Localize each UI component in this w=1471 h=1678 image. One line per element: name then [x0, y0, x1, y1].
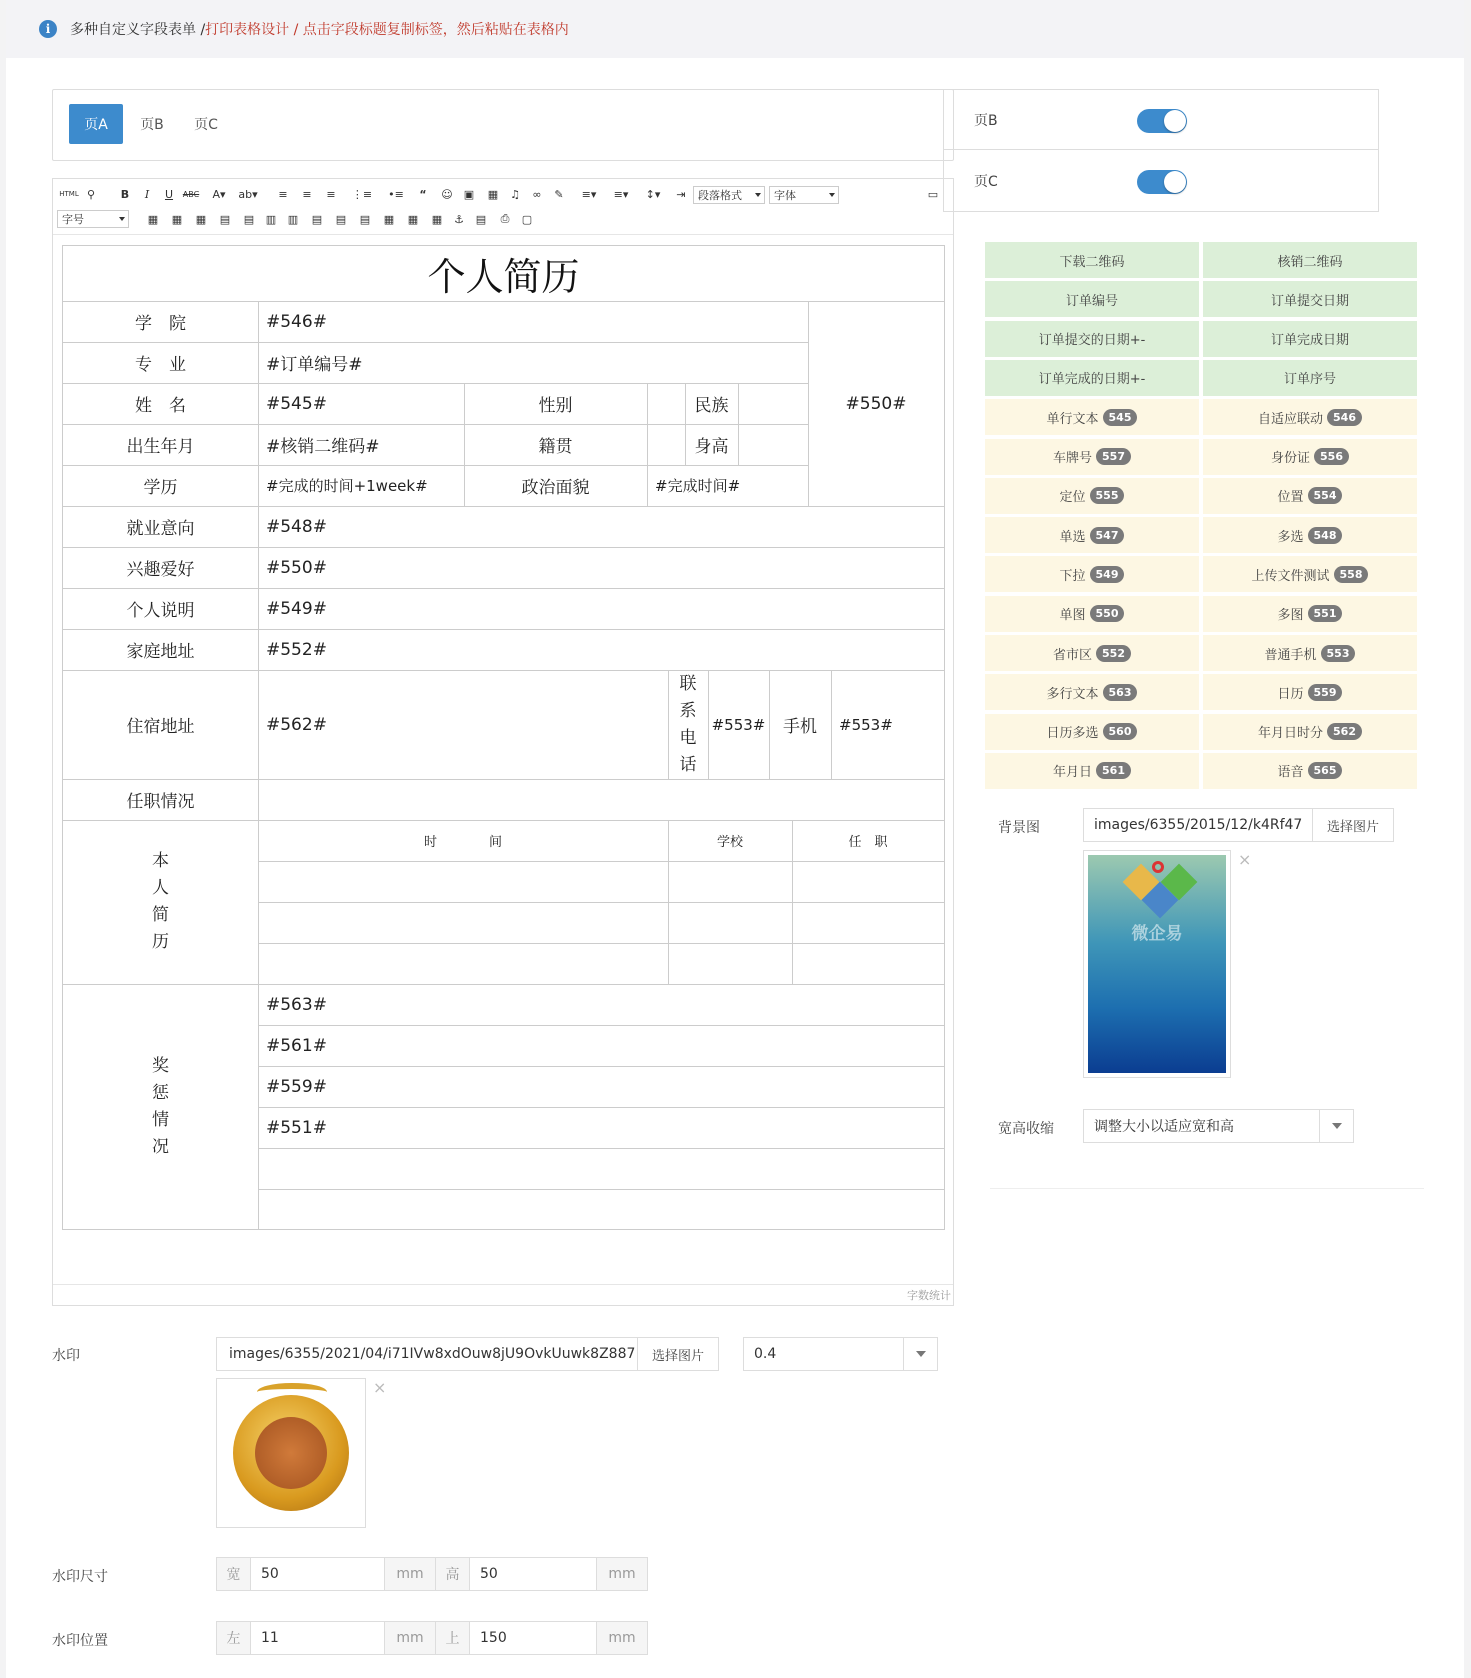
scale-value: 调整大小以适应宽和高 — [1094, 1119, 1234, 1135]
field-id-badge: 548 — [1308, 527, 1343, 544]
field-id-badge: 552 — [1096, 645, 1131, 662]
field-tag-button[interactable] — [1203, 517, 1417, 553]
mm-addon: mm — [384, 1557, 436, 1591]
split-rows-icon[interactable]: ▦ — [407, 212, 419, 226]
nation-label: 民族 — [694, 396, 729, 416]
field-tag-label: 核销二维码 — [1277, 254, 1343, 270]
field-id-badge: 554 — [1308, 487, 1343, 504]
watermark-thumbnail — [216, 1378, 366, 1528]
field-tag-label: 位置 — [1277, 490, 1304, 506]
photo-value: #550# — [845, 393, 907, 414]
field-tag-button[interactable] — [985, 242, 1199, 278]
split-cols-icon[interactable]: ▦ — [431, 212, 443, 226]
field-tag-button[interactable] — [1203, 281, 1417, 317]
field-tag-label: 单图 — [1059, 608, 1086, 624]
politics-value: #完成时间# — [655, 477, 741, 495]
field-tag-label: 多图 — [1277, 608, 1304, 624]
ox-head-icon — [255, 1417, 327, 1489]
merge-right-icon[interactable]: ▤ — [335, 212, 347, 226]
tab-page-c[interactable]: 页C — [194, 117, 218, 133]
field-tag-button[interactable] — [1203, 399, 1417, 435]
resume-col-school: 学校 — [716, 835, 743, 850]
word-count: 字数统计 — [907, 1289, 951, 1302]
major-label: 专 业 — [135, 355, 186, 375]
field-id-badge: 545 — [1103, 409, 1138, 426]
field-tag-label: 订单完成的日期+- — [1038, 372, 1146, 388]
font-size-select[interactable] — [57, 210, 129, 228]
editor-footer-line — [53, 1284, 953, 1285]
mm-addon: mm — [384, 1621, 436, 1655]
video-icon[interactable]: ▦ — [487, 187, 499, 201]
hobby-label: 兴趣爱好 — [126, 560, 195, 580]
native-label: 籍贯 — [538, 437, 573, 457]
indent-icon[interactable]: ⇥ — [676, 187, 686, 201]
lodging-label: 住宿地址 — [126, 717, 195, 737]
align-right-icon[interactable]: ≡ — [326, 187, 336, 201]
background-label: 背景图 — [998, 820, 1040, 836]
background-path-input[interactable]: images/6355/2015/12/k4Rf47 — [1083, 808, 1313, 842]
fullscreen-icon[interactable]: ▭ — [927, 187, 939, 201]
delete-col-icon[interactable]: ▥ — [287, 212, 299, 226]
contact-char: 话 — [679, 754, 697, 775]
field-tag-button[interactable] — [985, 674, 1199, 710]
field-tag-button[interactable] — [985, 439, 1199, 475]
tab-page-a[interactable]: 页A — [69, 104, 123, 144]
eraser-icon[interactable]: ✎ — [554, 187, 564, 201]
print-icon[interactable]: ⎙ — [500, 212, 510, 225]
resume-table[interactable] — [62, 245, 945, 1230]
college-value: #546# — [266, 311, 327, 332]
field-tag-button[interactable] — [1203, 635, 1417, 671]
gender-label: 性别 — [538, 396, 573, 416]
intro-value: #549# — [266, 598, 327, 619]
font-family-label: 字体 — [774, 189, 796, 202]
field-id-badge: 565 — [1308, 762, 1343, 779]
field-id-badge: 553 — [1321, 645, 1356, 662]
switch-label: 页B — [974, 112, 998, 129]
strikethrough-icon[interactable]: ABC — [182, 189, 200, 199]
field-tag-label: 日历 — [1277, 686, 1304, 702]
field-tag-label: 下载二维码 — [1059, 254, 1125, 270]
field-tag-label: 订单序号 — [1283, 372, 1336, 388]
field-tag-label: 上传文件测试 — [1251, 568, 1330, 584]
info-icon: i — [39, 20, 57, 38]
merge-cells-icon[interactable]: ▤ — [311, 212, 323, 226]
field-id-badge: 557 — [1096, 448, 1131, 465]
field-tag-button[interactable] — [1203, 714, 1417, 750]
page-switches — [943, 89, 1379, 212]
watermark-image — [233, 1395, 349, 1511]
field-tag-button[interactable] — [985, 321, 1199, 357]
field-tag-label: 语音 — [1277, 765, 1304, 781]
field-id-badge: 563 — [1103, 684, 1138, 701]
field-tag-button[interactable] — [985, 478, 1199, 514]
italic-icon[interactable]: I — [144, 187, 150, 201]
award-value: #561# — [266, 1035, 327, 1056]
mobile-value: #553# — [839, 715, 893, 734]
field-tag-label: 普通手机 — [1264, 647, 1317, 663]
image-icon[interactable]: ▣ — [463, 187, 475, 201]
insert-col-icon[interactable]: ▥ — [265, 212, 277, 226]
field-tag-button[interactable] — [1203, 439, 1417, 475]
page — [6, 0, 1464, 1678]
field-id-badge: 550 — [1090, 605, 1125, 622]
top-addon: 上 — [435, 1621, 470, 1655]
blockquote-icon[interactable]: “ — [419, 187, 427, 201]
lodging-value: #562# — [266, 714, 327, 735]
switch-label: 页C — [974, 174, 998, 190]
scale-select[interactable] — [1083, 1109, 1354, 1143]
awards-char: 况 — [152, 1136, 169, 1157]
field-tag-button[interactable] — [1203, 360, 1417, 396]
delete-row-icon[interactable]: ▤ — [243, 212, 255, 226]
ox-horns-icon — [257, 1383, 327, 1401]
field-tag-label: 身份证 — [1271, 451, 1311, 466]
edu-label: 学历 — [143, 478, 178, 498]
row-spacing-icon[interactable]: ↕▾ — [645, 187, 661, 201]
field-id-badge: 561 — [1096, 762, 1131, 779]
mobile-label: 手机 — [783, 717, 817, 737]
field-tag-button[interactable] — [1203, 242, 1417, 278]
home-label: 家庭地址 — [126, 642, 195, 662]
resume-col-role: 任 职 — [848, 835, 888, 850]
merge-down-icon[interactable]: ▤ — [359, 212, 371, 226]
notice-highlight: 打印表格设计 / 点击字段标题复制标签，然后粘贴在表格内 — [205, 22, 569, 38]
background-remove-icon[interactable]: × — [1238, 850, 1252, 869]
preview-icon[interactable]: ⚲ — [86, 187, 96, 201]
edu-value: #完成的时间+1week# — [266, 477, 428, 495]
wm-left-input[interactable]: 11 — [250, 1621, 385, 1655]
field-id-badge: 558 — [1334, 566, 1369, 583]
rich-text-editor — [52, 178, 954, 1306]
notice-bar — [6, 0, 1464, 58]
background-choose-button[interactable]: 选择图片 — [1312, 808, 1394, 842]
field-tag-label: 单选 — [1059, 529, 1086, 545]
line-height-icon[interactable]: ≡▾ — [581, 187, 597, 201]
field-tag-button[interactable] — [985, 556, 1199, 592]
intro-label: 个人说明 — [126, 601, 195, 621]
scale-label: 宽高收缩 — [998, 1121, 1054, 1137]
awards-char: 情 — [152, 1109, 169, 1130]
watermark-path-input[interactable]: images/6355/2021/04/i71IVw8xdOuw8jU9OvkUuwk8Z887 — [216, 1337, 638, 1371]
music-icon[interactable]: ♫ — [510, 187, 520, 201]
field-tag-label: 省市区 — [1053, 647, 1093, 663]
field-tag-label: 多行文本 — [1046, 686, 1099, 702]
field-tag-button[interactable] — [985, 714, 1199, 750]
resume-char: 人 — [152, 878, 169, 898]
paragraph-spacing-icon[interactable]: ≡▾ — [613, 187, 629, 201]
field-id-badge: 556 — [1314, 448, 1349, 465]
bold-icon[interactable]: B — [120, 187, 130, 201]
contact-char: 电 — [679, 727, 697, 748]
resume-col-time: 时 间 — [423, 835, 502, 850]
wm-size-label: 水印尺寸 — [52, 1569, 108, 1585]
anchor-icon[interactable]: ⚓ — [454, 212, 464, 226]
logo-ring-icon — [1152, 861, 1164, 873]
paragraph-format-select[interactable] — [693, 186, 765, 204]
template-icon[interactable]: ▢ — [521, 212, 533, 226]
insert-row-icon[interactable]: ▤ — [219, 212, 231, 226]
contact-char: 联 — [679, 673, 697, 694]
mm-addon: mm — [596, 1557, 648, 1591]
mm-addon: mm — [596, 1621, 648, 1655]
field-id-badge: 562 — [1327, 723, 1362, 740]
table-props-icon[interactable]: ▦ — [171, 212, 183, 226]
birth-label: 出生年月 — [126, 437, 195, 457]
editor-toolbar — [53, 179, 953, 235]
award-value: #563# — [266, 994, 327, 1015]
opacity-select[interactable] — [743, 1337, 938, 1371]
switch-row-page-b — [944, 90, 1378, 150]
align-center-icon[interactable]: ≡ — [302, 187, 312, 201]
field-tag-label: 多选 — [1277, 529, 1304, 545]
contact-value: #553# — [711, 715, 766, 734]
left-addon: 左 — [216, 1621, 251, 1655]
wm-height-input[interactable]: 50 — [469, 1557, 597, 1591]
divider — [990, 1188, 1424, 1189]
awards-label — [63, 984, 258, 1229]
background-thumbnail — [1083, 850, 1231, 1078]
font-size-label: 字号 — [62, 213, 84, 226]
field-tag-button[interactable] — [1203, 478, 1417, 514]
unordered-list-icon[interactable]: •≡ — [388, 187, 404, 201]
field-id-badge: 555 — [1090, 487, 1125, 504]
birth-value: #核销二维码# — [266, 437, 380, 457]
font-color-icon[interactable]: A▾ — [212, 187, 226, 201]
wm-top-input[interactable]: 150 — [469, 1621, 597, 1655]
award-value: #551# — [266, 1117, 327, 1138]
chevron-down-icon — [903, 1338, 937, 1370]
field-tag-button[interactable] — [985, 281, 1199, 317]
name-value: #545# — [266, 393, 327, 414]
html-source-icon[interactable]: HTML — [59, 190, 79, 198]
field-id-badge: 547 — [1090, 527, 1125, 544]
award-value: #559# — [266, 1076, 327, 1097]
page-break-icon[interactable]: ▤ — [475, 212, 487, 226]
notice-prefix: 多种自定义字段表单 / — [70, 22, 206, 38]
align-left-icon[interactable]: ≡ — [278, 187, 288, 201]
field-tag-button[interactable] — [1203, 674, 1417, 710]
contact-label — [668, 670, 708, 779]
paragraph-format-label: 段落格式 — [698, 189, 742, 202]
field-tag-button[interactable] — [1203, 753, 1417, 789]
page-c-toggle[interactable] — [1137, 170, 1187, 194]
field-id-badge: 560 — [1103, 723, 1138, 740]
field-tag-label: 订单提交日期 — [1270, 293, 1349, 309]
link-icon[interactable]: ∞ — [532, 187, 542, 201]
hobby-value: #550# — [266, 557, 327, 578]
politics-label: 政治面貌 — [521, 478, 590, 498]
height-label: 身高 — [694, 437, 729, 457]
watermark-remove-icon[interactable]: × — [373, 1378, 387, 1397]
switch-row-page-c — [944, 151, 1378, 211]
resume-char: 历 — [152, 932, 169, 952]
logo-text: 微企易 — [1131, 924, 1183, 944]
field-tag-label: 定位 — [1059, 490, 1086, 506]
resume-char: 简 — [152, 905, 169, 925]
field-tag-label: 年月日时分 — [1258, 726, 1324, 742]
name-label: 姓 名 — [135, 396, 186, 416]
resume-title: 个人简历 — [427, 255, 580, 299]
wm-width-input[interactable]: 50 — [250, 1557, 385, 1591]
awards-char: 惩 — [152, 1082, 169, 1103]
field-tag-button[interactable] — [985, 517, 1199, 553]
field-tag-button[interactable] — [985, 753, 1199, 789]
width-addon: 宽 — [216, 1557, 251, 1591]
field-id-badge: 546 — [1327, 409, 1362, 426]
wm-pos-label: 水印位置 — [52, 1633, 108, 1649]
career-value: #548# — [266, 516, 327, 537]
page-b-toggle[interactable] — [1137, 109, 1187, 133]
background-image — [1088, 855, 1226, 1073]
highlight-color-icon[interactable]: ab▾ — [238, 187, 258, 201]
field-tag-label: 自适应联动 — [1258, 411, 1324, 427]
page-tabs — [52, 89, 954, 161]
insert-table-icon[interactable]: ▦ — [147, 212, 159, 226]
field-tag-label: 单行文本 — [1046, 411, 1099, 427]
job-label: 任职情况 — [126, 792, 195, 812]
major-value: #订单编号# — [266, 355, 363, 375]
field-tag-label: 订单完成日期 — [1270, 333, 1349, 349]
field-tag-label: 年月日 — [1053, 765, 1093, 781]
chevron-down-icon — [1319, 1110, 1353, 1142]
field-tag-button[interactable] — [985, 596, 1199, 632]
insert-caption-icon[interactable]: ▦ — [195, 212, 207, 226]
field-tag-button[interactable] — [985, 360, 1199, 396]
field-tag-button[interactable] — [1203, 556, 1417, 592]
emoji-icon[interactable]: ☺ — [441, 187, 453, 201]
ordered-list-icon[interactable]: ⋮≡ — [351, 187, 373, 201]
field-tag-label: 车牌号 — [1053, 451, 1093, 466]
field-tag-button[interactable] — [1203, 321, 1417, 357]
field-tag-label: 下拉 — [1059, 568, 1086, 584]
font-family-select[interactable] — [769, 186, 839, 204]
split-cells-icon[interactable]: ▦ — [383, 212, 395, 226]
home-value: #552# — [266, 639, 327, 660]
career-label: 就业意向 — [126, 519, 195, 539]
field-tag-button[interactable] — [1203, 596, 1417, 632]
awards-char: 奖 — [152, 1055, 169, 1076]
watermark-choose-button[interactable]: 选择图片 — [637, 1337, 719, 1371]
field-tag-label: 订单编号 — [1065, 293, 1118, 309]
field-tag-label: 订单提交的日期+- — [1038, 333, 1146, 349]
field-id-badge: 549 — [1090, 566, 1125, 583]
resume-label — [63, 820, 258, 984]
field-tag-button[interactable] — [985, 635, 1199, 671]
watermark-label: 水印 — [52, 1348, 80, 1364]
field-id-badge: 559 — [1308, 684, 1343, 701]
field-tag-label: 日历多选 — [1046, 726, 1099, 742]
height-addon: 高 — [435, 1557, 470, 1591]
field-tag-button[interactable] — [985, 399, 1199, 435]
tab-page-b[interactable]: 页B — [140, 117, 164, 133]
underline-icon[interactable]: U — [164, 187, 174, 201]
contact-char: 系 — [679, 700, 697, 721]
college-label: 学 院 — [135, 314, 186, 334]
resume-char: 本 — [152, 851, 169, 871]
field-id-badge: 551 — [1308, 605, 1343, 622]
opacity-value: 0.4 — [754, 1346, 777, 1362]
